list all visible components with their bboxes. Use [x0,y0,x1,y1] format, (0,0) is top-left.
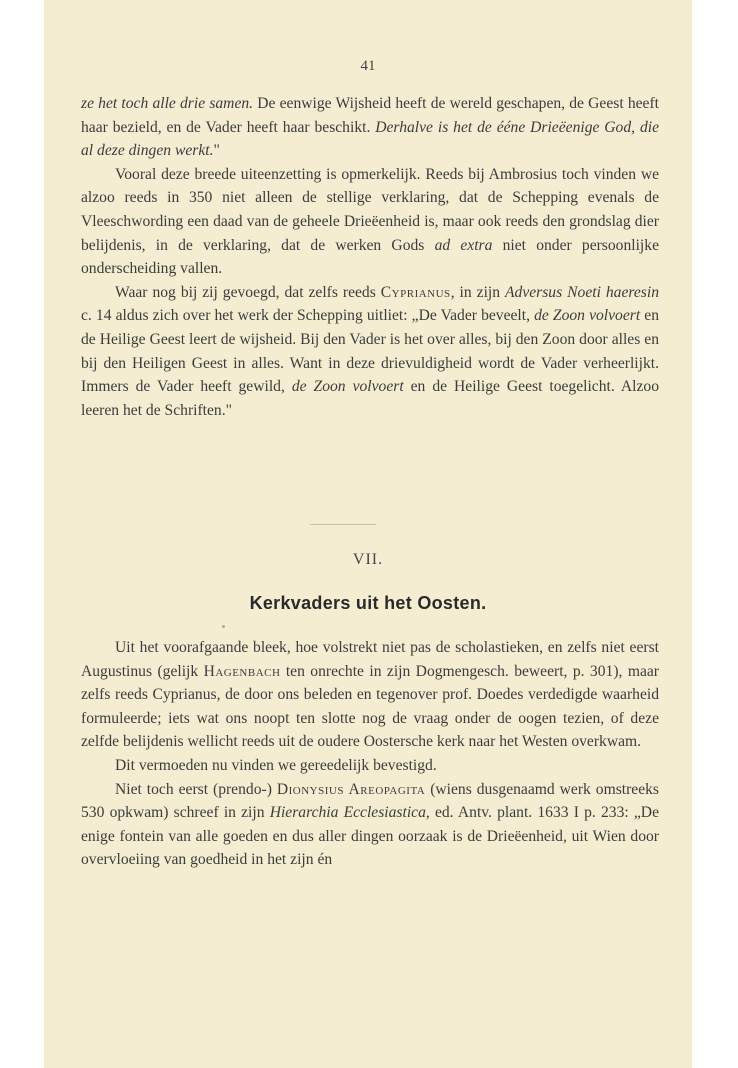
paragraph-text: De eenwige Wijsheid heeft de wereld geschapen, de Geest heeft haar bezield, en de Vader heeft haar beschikt. [81,95,659,136]
paragraph-text: niet onder persoonlijke onderscheiding vallen. [81,236,659,278]
work-title: Hierarchia Ecclesiastica [269,804,426,822]
paragraph-text: Niet toch eerst (prendo-) [115,780,277,798]
italic-text: Derhalve is het de ééne Drieëenige God, die al deze dingen werkt. [81,118,659,160]
italic-text: ze het toch alle drie samen. [81,95,254,112]
italic-text: de Zoon volvoert [291,378,404,396]
author-name: Dionysius Areopagita [276,780,426,798]
paragraph [81,92,659,163]
paragraph [81,754,659,778]
text-block-top [81,92,659,422]
paragraph-text: c. 14 aldus zich over het werk der Schepping uitliet: „De Vader beveelt, [81,307,535,325]
work-title: Adversus Noeti haeresin [505,283,660,301]
paragraph-text: Uit het voorafgaande bleek, hoe volstrekt niet pas de scholastieken, en zelfs niet eerst Augustinus (gelijk [81,639,659,680]
author-name: Cyprianus [380,283,451,301]
italic-text: de Zoon volvoert [534,307,641,325]
paragraph-text: en de Heilige Geest toegelicht. Alzoo leeren het de Schriften." [81,378,659,419]
paragraph-text: (wiens dusgenaamd werk omstreeks 530 opkwam) schreef in zijn [81,780,659,822]
chapter-number: VII. [352,551,384,568]
paragraph-text: , in zijn [450,283,505,301]
closing-quote: " [213,142,220,160]
paragraph-text: en de Heilige Geest leert de wijsheid. Bij den Vader is het over alles, bij den Zoon door alles en bij den Heiligen Geest in alles. Want in deze drievuldigheid wordt de Vader verheerlijkt. Immers de Vader heeft gewild, [81,307,659,396]
paragraph-text: Waar nog bij zij gevoegd, dat zelfs reeds [115,283,381,301]
text-block-bottom [81,636,659,872]
paragraph-text: Vooral deze breede uiteenzetting is opmerkelijk. Reeds bij Ambrosius toch vinden we alzoo reeds in 350 niet alleen de stellige verklaring, dat de Schepping evenals de Vleeschwording een daad van de geheele Drieëenheid is, maar ook reeds den grondslag dier belijdenis, in de verklaring, dat de werken Gods [81,165,659,254]
section-divider [310,524,376,525]
paragraph [81,778,659,872]
author-name: Hagenbach [203,662,281,680]
paragraph [81,281,659,423]
chapter-title: Kerkvaders uit het Oosten. [249,593,487,613]
italic-text: ad extra [434,236,493,254]
paragraph-text: , ed. Antv. plant. 1633 I p. 233: „De enige fontein van alle goeden en dus aller dingen oorzaak is de Drieëenheid, uit Wien door overvloeiing van goedheid in het zijn én [81,804,659,869]
paragraph-text: Dit vermoeden nu vinden we gereedelijk bevestigd. [115,756,437,774]
book-page [44,0,692,1068]
page-number: 41 [360,58,376,74]
paragraph-text: ten onrechte in zijn Dogmengesch. beweert, p. 301), maar zelfs reeds Cyprianus, de door ons beleden en tegenover prof. Doedes verdedigde waarheid formuleerde; iets wat ons noopt ten slotte nog de vraag onder de oogen tezien, of deze zelfde belijdenis wellicht reeds uit de oudere Oostersche kerk naar het Westen overkwam. [81,662,659,751]
paragraph [81,163,659,281]
paragraph [81,636,659,754]
ornament-dot [222,625,225,628]
